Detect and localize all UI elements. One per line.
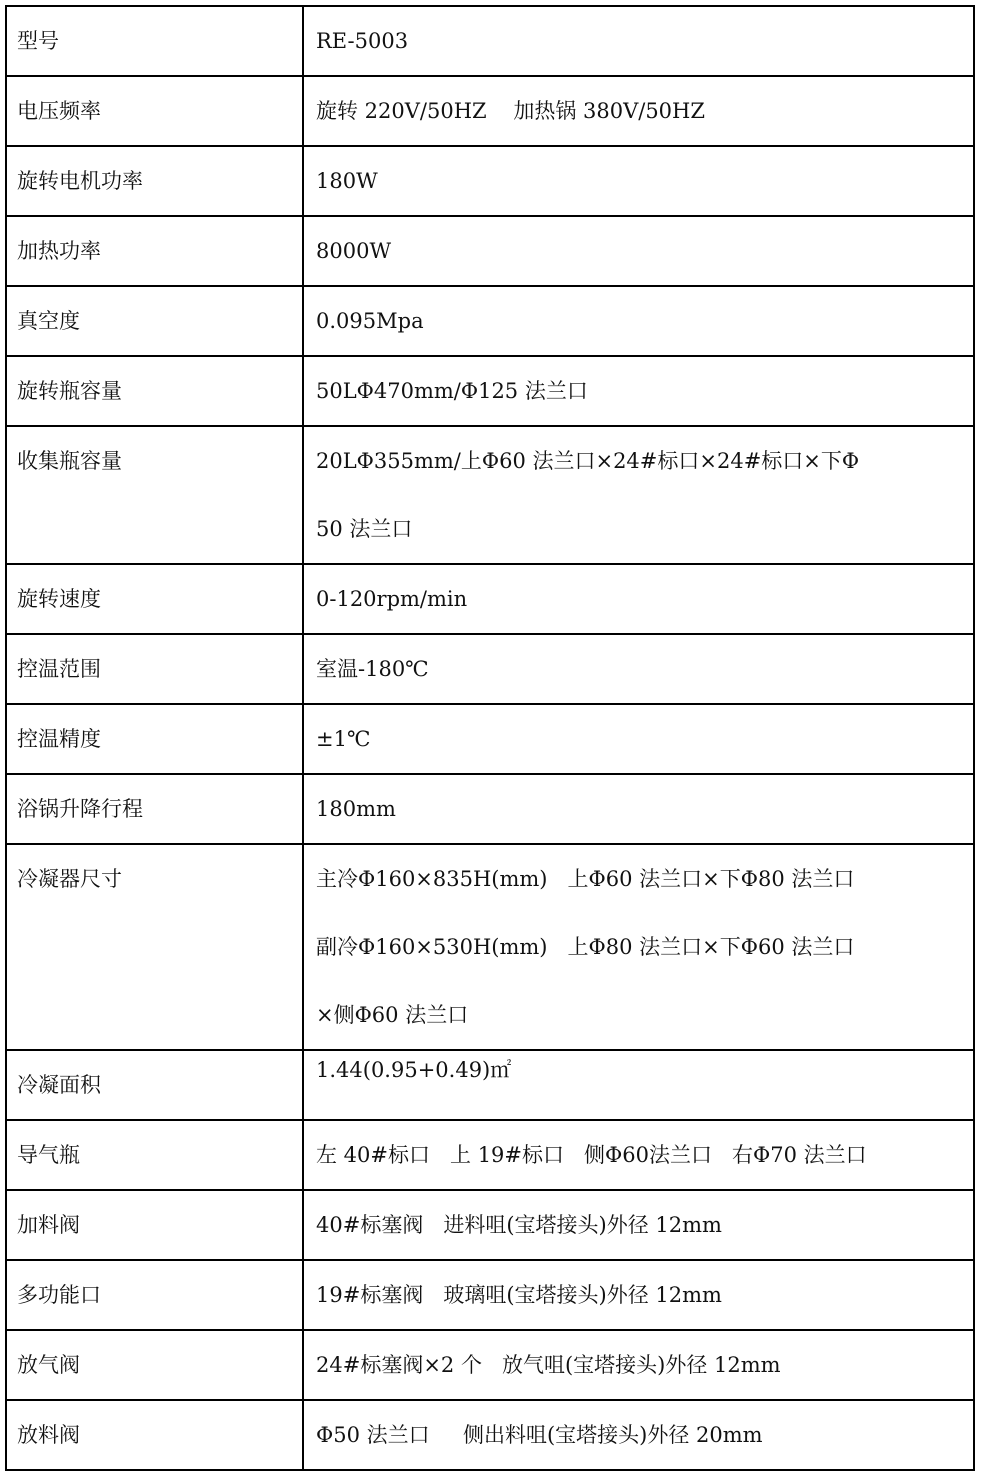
value-line: 副冷Φ160×530H(mm) 上Φ80 法兰口×下Φ60 法兰口	[316, 935, 855, 959]
spec-table	[5, 5, 975, 1471]
table-row	[6, 76, 974, 146]
table-row	[6, 426, 974, 564]
row-value-rotation-speed	[303, 564, 974, 634]
row-value-vent-valve	[303, 1330, 974, 1400]
row-label-bath-lift: 浴锅升降行程	[6, 774, 303, 844]
row-label-rotary-flask: 旋转瓶容量	[6, 356, 303, 426]
table-row	[6, 634, 974, 704]
value-line: 室温-180℃	[316, 657, 429, 681]
row-label-discharge-valve: 放料阀	[6, 1400, 303, 1470]
table-row	[6, 146, 974, 216]
table-row	[6, 1400, 974, 1470]
value-line: 180mm	[316, 797, 396, 821]
row-value-temp-accuracy	[303, 704, 974, 774]
row-label-temp-accuracy: 控温精度	[6, 704, 303, 774]
row-label-vacuum: 真空度	[6, 286, 303, 356]
row-label-motor-power: 旋转电机功率	[6, 146, 303, 216]
row-value-rotary-flask	[303, 356, 974, 426]
value-line: RE-5003	[316, 29, 409, 53]
value-line: 19#标塞阀 玻璃咀(宝塔接头)外径 12mm	[316, 1283, 722, 1307]
value-line: 20LΦ355mm/上Φ60 法兰口×24#标口×24#标口×下Φ	[316, 449, 860, 473]
value-line: 0-120rpm/min	[316, 587, 468, 611]
row-value-motor-power	[303, 146, 974, 216]
row-label-heating-power: 加热功率	[6, 216, 303, 286]
row-value-condenser-size	[303, 844, 974, 1050]
value-line: 8000W	[316, 239, 392, 263]
row-label-condenser-area: 冷凝面积	[6, 1050, 303, 1120]
row-value-bath-lift	[303, 774, 974, 844]
row-label-rotation-speed: 旋转速度	[6, 564, 303, 634]
row-value-gas-guide-flask	[303, 1120, 974, 1190]
row-value-model	[303, 6, 974, 76]
row-label-model: 型号	[6, 6, 303, 76]
value-line: Φ50 法兰口 侧出料咀(宝塔接头)外径 20mm	[316, 1423, 763, 1447]
value-line: 旋转 220V/50HZ 加热锅 380V/50HZ	[316, 99, 705, 123]
row-value-temp-range	[303, 634, 974, 704]
table-row	[6, 286, 974, 356]
value-line: 50LΦ470mm/Φ125 法兰口	[316, 379, 588, 403]
row-label-voltage: 电压频率	[6, 76, 303, 146]
row-value-discharge-valve	[303, 1400, 974, 1470]
row-label-vent-valve: 放气阀	[6, 1330, 303, 1400]
row-label-condenser-size: 冷凝器尺寸	[6, 844, 303, 1050]
row-label-gas-guide-flask: 导气瓶	[6, 1120, 303, 1190]
value-line: 左 40#标口 上 19#标口 侧Φ60法兰口 右Φ70 法兰口	[316, 1143, 867, 1167]
table-row	[6, 844, 974, 1050]
value-line: 0.095Mpa	[316, 309, 424, 333]
table-row	[6, 1260, 974, 1330]
value-line: 24#标塞阀×2 个 放气咀(宝塔接头)外径 12mm	[316, 1353, 781, 1377]
table-row	[6, 1190, 974, 1260]
row-label-collection-flask: 收集瓶容量	[6, 426, 303, 564]
value-line: ±1℃	[316, 727, 371, 751]
table-row	[6, 774, 974, 844]
value-line: ×侧Φ60 法兰口	[316, 1003, 469, 1027]
row-value-heating-power	[303, 216, 974, 286]
table-row	[6, 356, 974, 426]
row-value-voltage	[303, 76, 974, 146]
table-row	[6, 1330, 974, 1400]
table-row	[6, 704, 974, 774]
table-row	[6, 564, 974, 634]
row-value-vacuum	[303, 286, 974, 356]
row-label-temp-range: 控温范围	[6, 634, 303, 704]
table-row	[6, 6, 974, 76]
row-value-feed-valve	[303, 1190, 974, 1260]
value-line: 180W	[316, 169, 378, 193]
value-line: 主冷Φ160×835H(mm) 上Φ60 法兰口×下Φ80 法兰口	[316, 867, 855, 891]
table-row	[6, 1050, 974, 1120]
value-line: 40#标塞阀 进料咀(宝塔接头)外径 12mm	[316, 1213, 722, 1237]
table-row	[6, 216, 974, 286]
row-value-collection-flask	[303, 426, 974, 564]
row-label-feed-valve: 加料阀	[6, 1190, 303, 1260]
row-value-condenser-area	[303, 1050, 974, 1120]
table-row	[6, 1120, 974, 1190]
value-line: 1.44(0.95+0.49)㎡	[316, 1058, 512, 1082]
row-value-multi-port	[303, 1260, 974, 1330]
value-line: 50 法兰口	[316, 517, 413, 541]
row-label-multi-port: 多功能口	[6, 1260, 303, 1330]
